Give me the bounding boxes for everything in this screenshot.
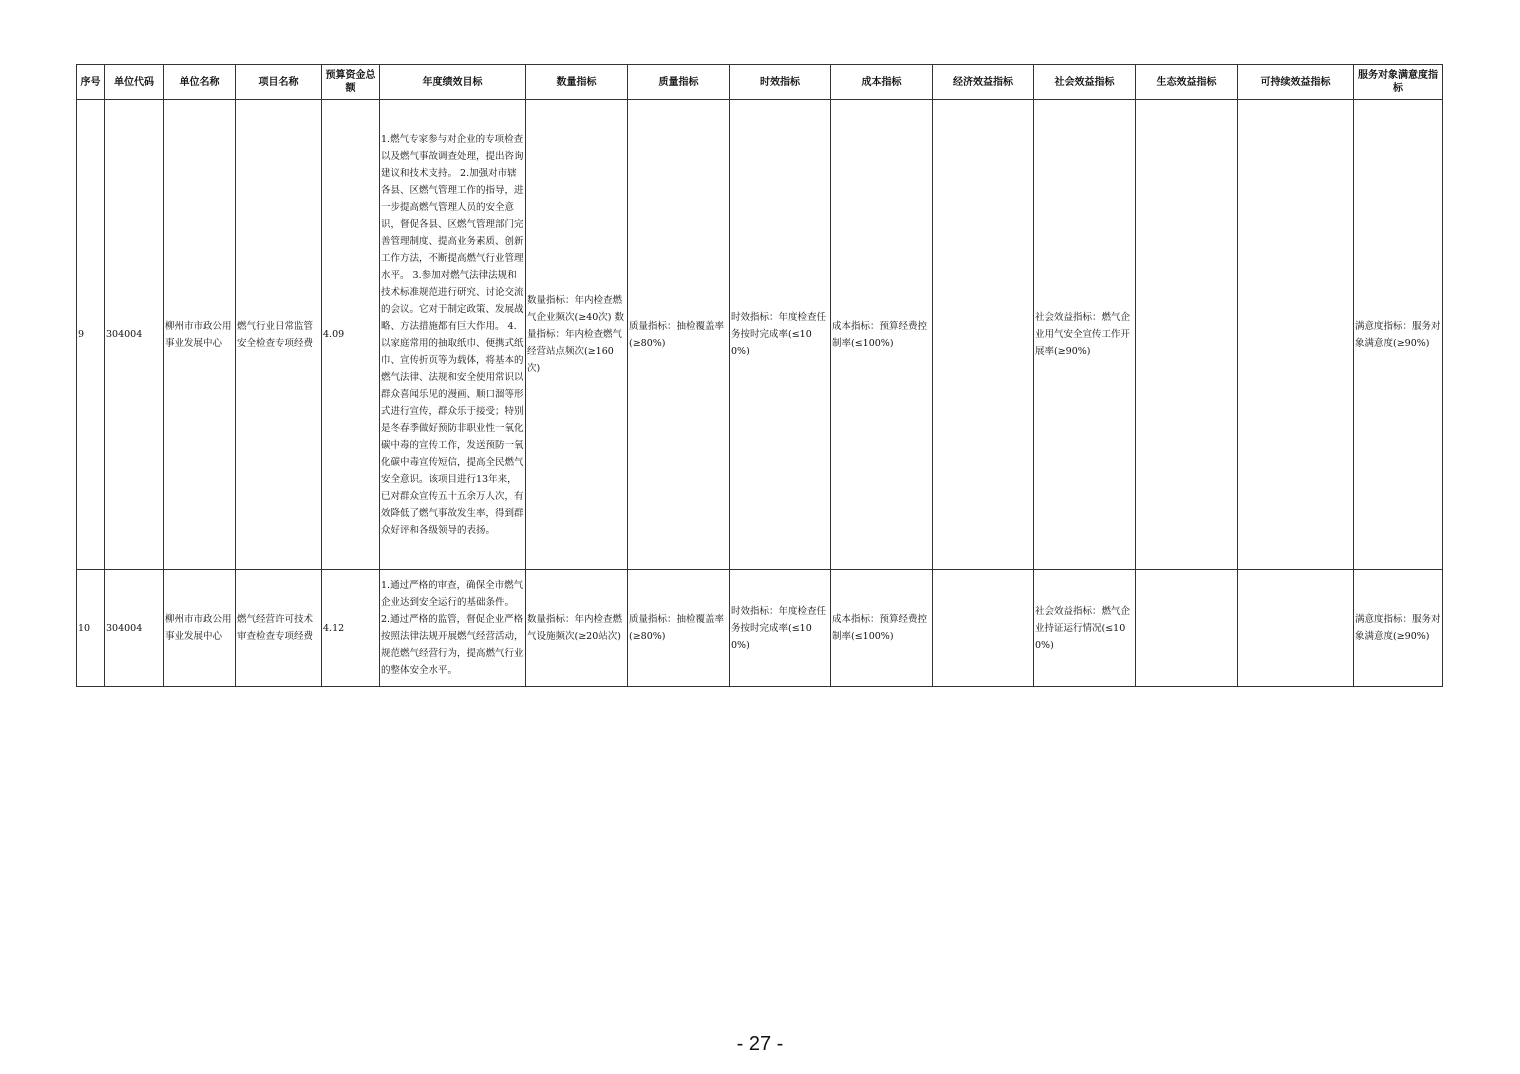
cell-economic xyxy=(933,570,1034,687)
cell-sustainable xyxy=(1238,100,1354,570)
cell-sustainable xyxy=(1238,570,1354,687)
header-seq: 序号 xyxy=(77,65,105,100)
table-row xyxy=(77,570,1443,687)
header-satisfaction: 服务对象满意度指标 xyxy=(1354,65,1443,100)
cell-project-name: 燃气经营许可技术审查检查专项经费 xyxy=(236,570,322,687)
header-budget: 预算资金总额 xyxy=(322,65,380,100)
table-row xyxy=(77,100,1443,570)
cell-cost: 成本指标：预算经费控制率(≤100%) xyxy=(831,570,933,687)
cell-unit-name: 柳州市市政公用事业发展中心 xyxy=(164,570,236,687)
cell-seq: 9 xyxy=(77,100,105,570)
header-quality: 质量指标 xyxy=(628,65,730,100)
cell-annual-goal: 1.通过严格的审查，确保全市燃气企业达到安全运行的基础条件。 2.通过严格的监管，督促企业严格按照法律法规开展燃气经营活动，规范燃气经营行为，提高燃气行业的整体安全水平。 xyxy=(380,570,526,687)
cell-satisfaction: 满意度指标：服务对象满意度(≥90%) xyxy=(1354,100,1443,570)
cell-economic xyxy=(933,100,1034,570)
cell-quantity: 数量指标：年内检查燃气设施频次(≥20站次) xyxy=(526,570,628,687)
header-social: 社会效益指标 xyxy=(1034,65,1136,100)
table-header-row xyxy=(77,65,1443,100)
header-ecological: 生态效益指标 xyxy=(1136,65,1238,100)
header-quantity: 数量指标 xyxy=(526,65,628,100)
cell-budget: 4.12 xyxy=(322,570,380,687)
cell-quality: 质量指标：抽检覆盖率(≥80%) xyxy=(628,570,730,687)
cell-ecological xyxy=(1136,570,1238,687)
cell-unit-name: 柳州市市政公用事业发展中心 xyxy=(164,100,236,570)
header-timeliness: 时效指标 xyxy=(730,65,831,100)
cell-unit-code: 304004 xyxy=(105,100,164,570)
cell-timeliness: 时效指标：年度检查任务按时完成率(≤100%) xyxy=(730,570,831,687)
cell-social: 社会效益指标：燃气企业用气安全宣传工作开展率(≥90%) xyxy=(1034,100,1136,570)
cell-satisfaction: 满意度指标：服务对象满意度(≥90%) xyxy=(1354,570,1443,687)
page-number: - 27 - xyxy=(736,1033,784,1055)
cell-ecological xyxy=(1136,100,1238,570)
cell-unit-code: 304004 xyxy=(105,570,164,687)
header-annual-goal: 年度绩效目标 xyxy=(380,65,526,100)
cell-cost: 成本指标：预算经费控制率(≤100%) xyxy=(831,100,933,570)
header-unit-name: 单位名称 xyxy=(164,65,236,100)
performance-table xyxy=(76,64,1443,687)
cell-seq: 10 xyxy=(77,570,105,687)
cell-budget: 4.09 xyxy=(322,100,380,570)
cell-quality: 质量指标：抽检覆盖率(≥80%) xyxy=(628,100,730,570)
cell-annual-goal: 1.燃气专家参与对企业的专项检查以及燃气事故调查处理，提出咨询建议和技术支持。 2.加强对市辖各县、区燃气管理工作的指导，进一步提高燃气管理人员的安全意识，督促各县、区燃气管理部门完善管理制度、提高业务素质、创新工作方法，不断提高燃气行业管理水平。 3.参加对燃气法律法规和技术标准规范进行研究、讨论交流的会议。它对于制定政策、发展战略、方法措施都有巨大作用。 4.以家庭常用的抽取纸巾、便携式纸巾、宣传折页等为载体，将基本的燃气法律、法规和安全使用常识以群众喜闻乐见的漫画、顺口溜等形式进行宣传，群众乐于接受；特别是冬春季做好预防非职业性一氧化碳中毒的宣传工作，发送预防一氧化碳中毒宣传短信，提高全民燃气安全意识。该项目进行13年来，已对群众宣传五十五余万人次，有效降低了燃气事故发生率，得到群众好评和各级领导的表扬。 xyxy=(380,100,526,570)
cell-project-name: 燃气行业日常监管安全检查专项经费 xyxy=(236,100,322,570)
header-unit-code: 单位代码 xyxy=(105,65,164,100)
header-project-name: 项目名称 xyxy=(236,65,322,100)
header-economic: 经济效益指标 xyxy=(933,65,1034,100)
cell-social: 社会效益指标：燃气企业持证运行情况(≤100%) xyxy=(1034,570,1136,687)
cell-timeliness: 时效指标：年度检查任务按时完成率(≤100%) xyxy=(730,100,831,570)
header-cost: 成本指标 xyxy=(831,65,933,100)
header-sustainable: 可持续效益指标 xyxy=(1238,65,1354,100)
cell-quantity: 数量指标：年内检查燃气企业频次(≥40次) 数量指标：年内检查燃气经营站点频次(≥160次) xyxy=(526,100,628,570)
